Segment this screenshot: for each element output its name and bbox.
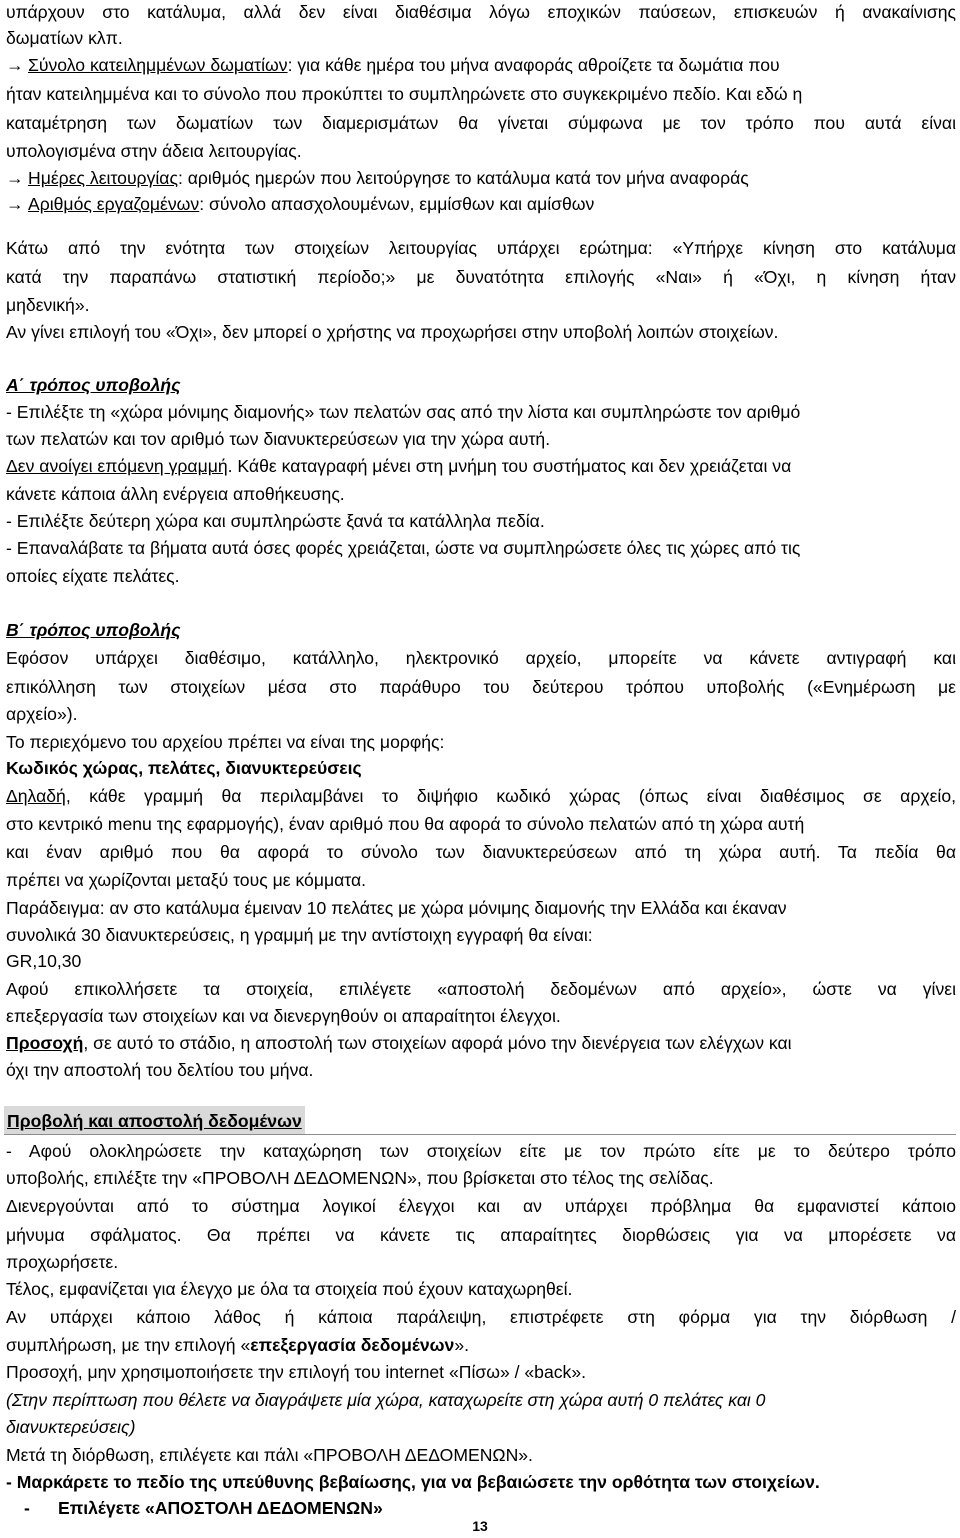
text-line: δωματίων κλπ. xyxy=(6,28,123,48)
text-line: Προσοχή, σε αυτό το στάδιο, η αποστολή των στοιχείων αφορά μόνο την διενέργεια των ελέγχων και xyxy=(6,1033,792,1053)
text-line: υπολογισμένα στην άδεια λειτουργίας. xyxy=(6,141,302,161)
term-operating-days: Ημέρες λειτουργίας xyxy=(28,168,178,188)
heading-method-a: Α΄ τρόπος υποβολής xyxy=(6,375,181,395)
text-line: πρέπει να χωρίζονται μεταξύ τους με κόμματα. xyxy=(6,870,367,890)
bullet-occupied-rooms: → Σύνολο κατειλημμένων δωματίων: για κάθε ημέρα του μήνα αναφοράς αθροίζετε τα δωμάτια που xyxy=(6,50,956,80)
text-line: - Επαναλάβατε τα βήματα αυτά όσες φορές χρειάζεται, ώστε να συμπληρώσετε όλες τις χώρες από τις xyxy=(6,538,801,558)
text-line: - Αφού ολοκληρώσετε την καταχώρηση των στοιχείων είτε με τον πρώτο είτε με το δεύτερο τρόπο xyxy=(6,1141,956,1161)
text-line: Το περιεχόμενο του αρχείου πρέπει να είναι της μορφής: xyxy=(6,732,445,752)
text-line: προχωρήσετε. xyxy=(6,1252,119,1272)
example-line: GR,10,30 xyxy=(6,951,82,971)
text-line: κάνετε κάποια άλλη ενέργεια αποθήκευσης. xyxy=(6,484,345,504)
text-line: μήνυμα σφάλματος. Θα πρέπει να κάνετε τις απαραίτητες διορθώσεις για να μπορέσετε να xyxy=(6,1225,956,1245)
text-line: ήταν κατειλημμένα και το σύνολο που προκύπτει το συμπληρώνετε στο συγκεκριμένο πεδίο. Και εδώ η xyxy=(6,84,803,104)
page-number: 13 xyxy=(472,1518,488,1534)
arrow-right-icon: → xyxy=(6,55,24,75)
text-line: - Επιλέξτε δεύτερη χώρα και συμπληρώστε ξανά τα κατάλληλα πεδία. xyxy=(6,511,545,531)
text-line: κατά την παραπάνω στατιστική περίοδο;» με δυνατότητα επιλογής «Ναι» ή «Όχι, η κίνηση ήταν xyxy=(6,267,956,287)
bullet-employees: → Αριθμός εργαζομένων: σύνολο απασχολουμένων, εμμίσθων και αμίσθων xyxy=(6,189,956,219)
text-line: Αφού επικολλήσετε τα στοιχεία, επιλέγετε «αποστολή δεδομένων από αρχείο», ώστε να γίνει xyxy=(6,979,956,999)
term-occupied-rooms: Σύνολο κατειλημμένων δωματίων xyxy=(28,55,288,75)
arrow-right-icon: → xyxy=(6,168,24,188)
text-line: Τέλος, εμφανίζεται για έλεγχο με όλα τα στοιχεία πού έχουν καταχωρηθεί. xyxy=(6,1279,573,1299)
text-line: υπάρχουν στο κατάλυμα, αλλά δεν είναι διαθέσιμα λόγω εποχικών παύσεων, επισκευών ή ανακαίνισης xyxy=(6,2,956,22)
text-line: Προσοχή, μην χρησιμοποιήσετε την επιλογή του internet «Πίσω» / «back». xyxy=(6,1362,587,1382)
text-line: των πελατών και τον αριθμό των διανυκτερεύσεων για την χώρα αυτή. xyxy=(6,429,551,449)
text-line: αρχείο»). xyxy=(6,704,78,724)
text-line: Κάτω από την ενότητα των στοιχείων λειτουργίας υπάρχει ερώτημα: «Υπήρχε κίνηση στο κατάλυμα xyxy=(6,238,956,258)
text-line: υποβολής, επιλέξτε την «ΠΡΟΒΟΛΗ ΔΕΔΟΜΕΝΩΝ», που βρίσκεται στο τέλος της σελίδας. xyxy=(6,1168,714,1188)
term-employees: Αριθμός εργαζομένων xyxy=(28,194,200,214)
heading-method-b: Β΄ τρόπος υποβολής xyxy=(6,620,181,640)
text-line: (Στην περίπτωση που θέλετε να διαγράψετε μία χώρα, καταχωρείτε στη χώρα αυτή 0 πελάτες και 0 xyxy=(6,1390,766,1410)
text-line: Δηλαδή, κάθε γραμμή θα περιλαμβάνει το διψήφιο κωδικό χώρας (όπως είναι διαθέσιμος σε αρχείο, xyxy=(6,786,956,806)
heading-preview-send: Προβολή και αποστολή δεδομένων xyxy=(4,1106,305,1134)
bullet-operating-days: → Ημέρες λειτουργίας: αριθμός ημερών που λειτούργησε το κατάλυμα κατά τον μήνα αναφοράς xyxy=(6,163,956,193)
text-line: - Επιλέξτε τη «χώρα μόνιμης διαμονής» των πελατών σας από την λίστα και συμπληρώστε τον αριθμό xyxy=(6,402,801,422)
format-line: Κωδικός χώρας, πελάτες, διανυκτερεύσεις xyxy=(6,758,362,778)
text-line: καταμέτρηση των δωματίων των διαμερισμάτων θα γίνεται σύμφωνα με τον τρόπο που αυτά είναι xyxy=(6,113,956,133)
text-line: επικόλληση των στοιχείων μέσα στο παράθυρο του δεύτερου τρόπου υποβολής («Ενημέρωση με xyxy=(6,677,956,697)
text-line: συμπλήρωση, με την επιλογή «επεξεργασία δεδομένων». xyxy=(6,1335,469,1355)
text-line: Μετά τη διόρθωση, επιλέγετε και πάλι «ΠΡΟΒΟΛΗ ΔΕΔΟΜΕΝΩΝ». xyxy=(6,1445,533,1465)
text-line: Εφόσον υπάρχει διαθέσιμο, κατάλληλο, ηλεκτρονικό αρχείο, μπορείτε να κάνετε αντιγραφή και xyxy=(6,648,956,668)
text-line: όχι την αποστολή του δελτίου του μήνα. xyxy=(6,1060,314,1080)
text-line: Παράδειγμα: αν στο κατάλυμα έμειναν 10 πελάτες με χώρα μόνιμης διαμονής την Ελλάδα και έκαναν xyxy=(6,898,787,918)
text-line: διανυκτερεύσεις) xyxy=(6,1417,136,1437)
text-line: μηδενική». xyxy=(6,295,90,315)
text-line: οποίες είχατε πελάτες. xyxy=(6,566,180,586)
text-line: Δεν ανοίγει επόμενη γραμμή. Κάθε καταγραφή μένει στη μνήμη του συστήματος και δεν χρειάζεται να xyxy=(6,456,792,476)
text-line: - Επιλέγετε «ΑΠΟΣΤΟΛΗ ΔΕΔΟΜΕΝΩΝ» xyxy=(24,1498,383,1518)
text-line: και έναν αριθμό που θα αφορά το σύνολο των διανυκτερεύσεων από τη χώρα αυτή. Τα πεδία θα xyxy=(6,842,956,862)
text-line: - Μαρκάρετε το πεδίο της υπεύθυνης βεβαίωσης, για να βεβαιώσετε την ορθότητα των στοιχείων. xyxy=(6,1472,820,1492)
text-line: Αν υπάρχει κάποιο λάθος ή κάποια παράλειψη, επιστρέφετε στη φόρμα για την διόρθωση / xyxy=(6,1307,956,1327)
text-line: στο κεντρικό menu της εφαρμογής), έναν αριθμό που θα αφορά το σύνολο πελατών από τη χώρα αυτή xyxy=(6,814,805,834)
section-heading-bar xyxy=(4,1106,956,1135)
text-line: Αν γίνει επιλογή του «Όχι», δεν μπορεί ο χρήστης να προχωρήσει στην υποβολή λοιπών στοιχείων. xyxy=(6,322,779,342)
arrow-right-icon: → xyxy=(6,194,24,214)
text-line: συνολικά 30 διανυκτερεύσεις, η γραμμή με την αντίστοιχη εγγραφή θα είναι: xyxy=(6,925,593,945)
text-line: Διενεργούνται από το σύστημα λογικοί έλεγχοι και αν υπάρχει πρόβλημα θα εμφανιστεί κάποιο xyxy=(6,1196,956,1216)
text-line: επεξεργασία των στοιχείων και να διενεργηθούν οι απαραίτητοι έλεγχοι. xyxy=(6,1006,561,1026)
